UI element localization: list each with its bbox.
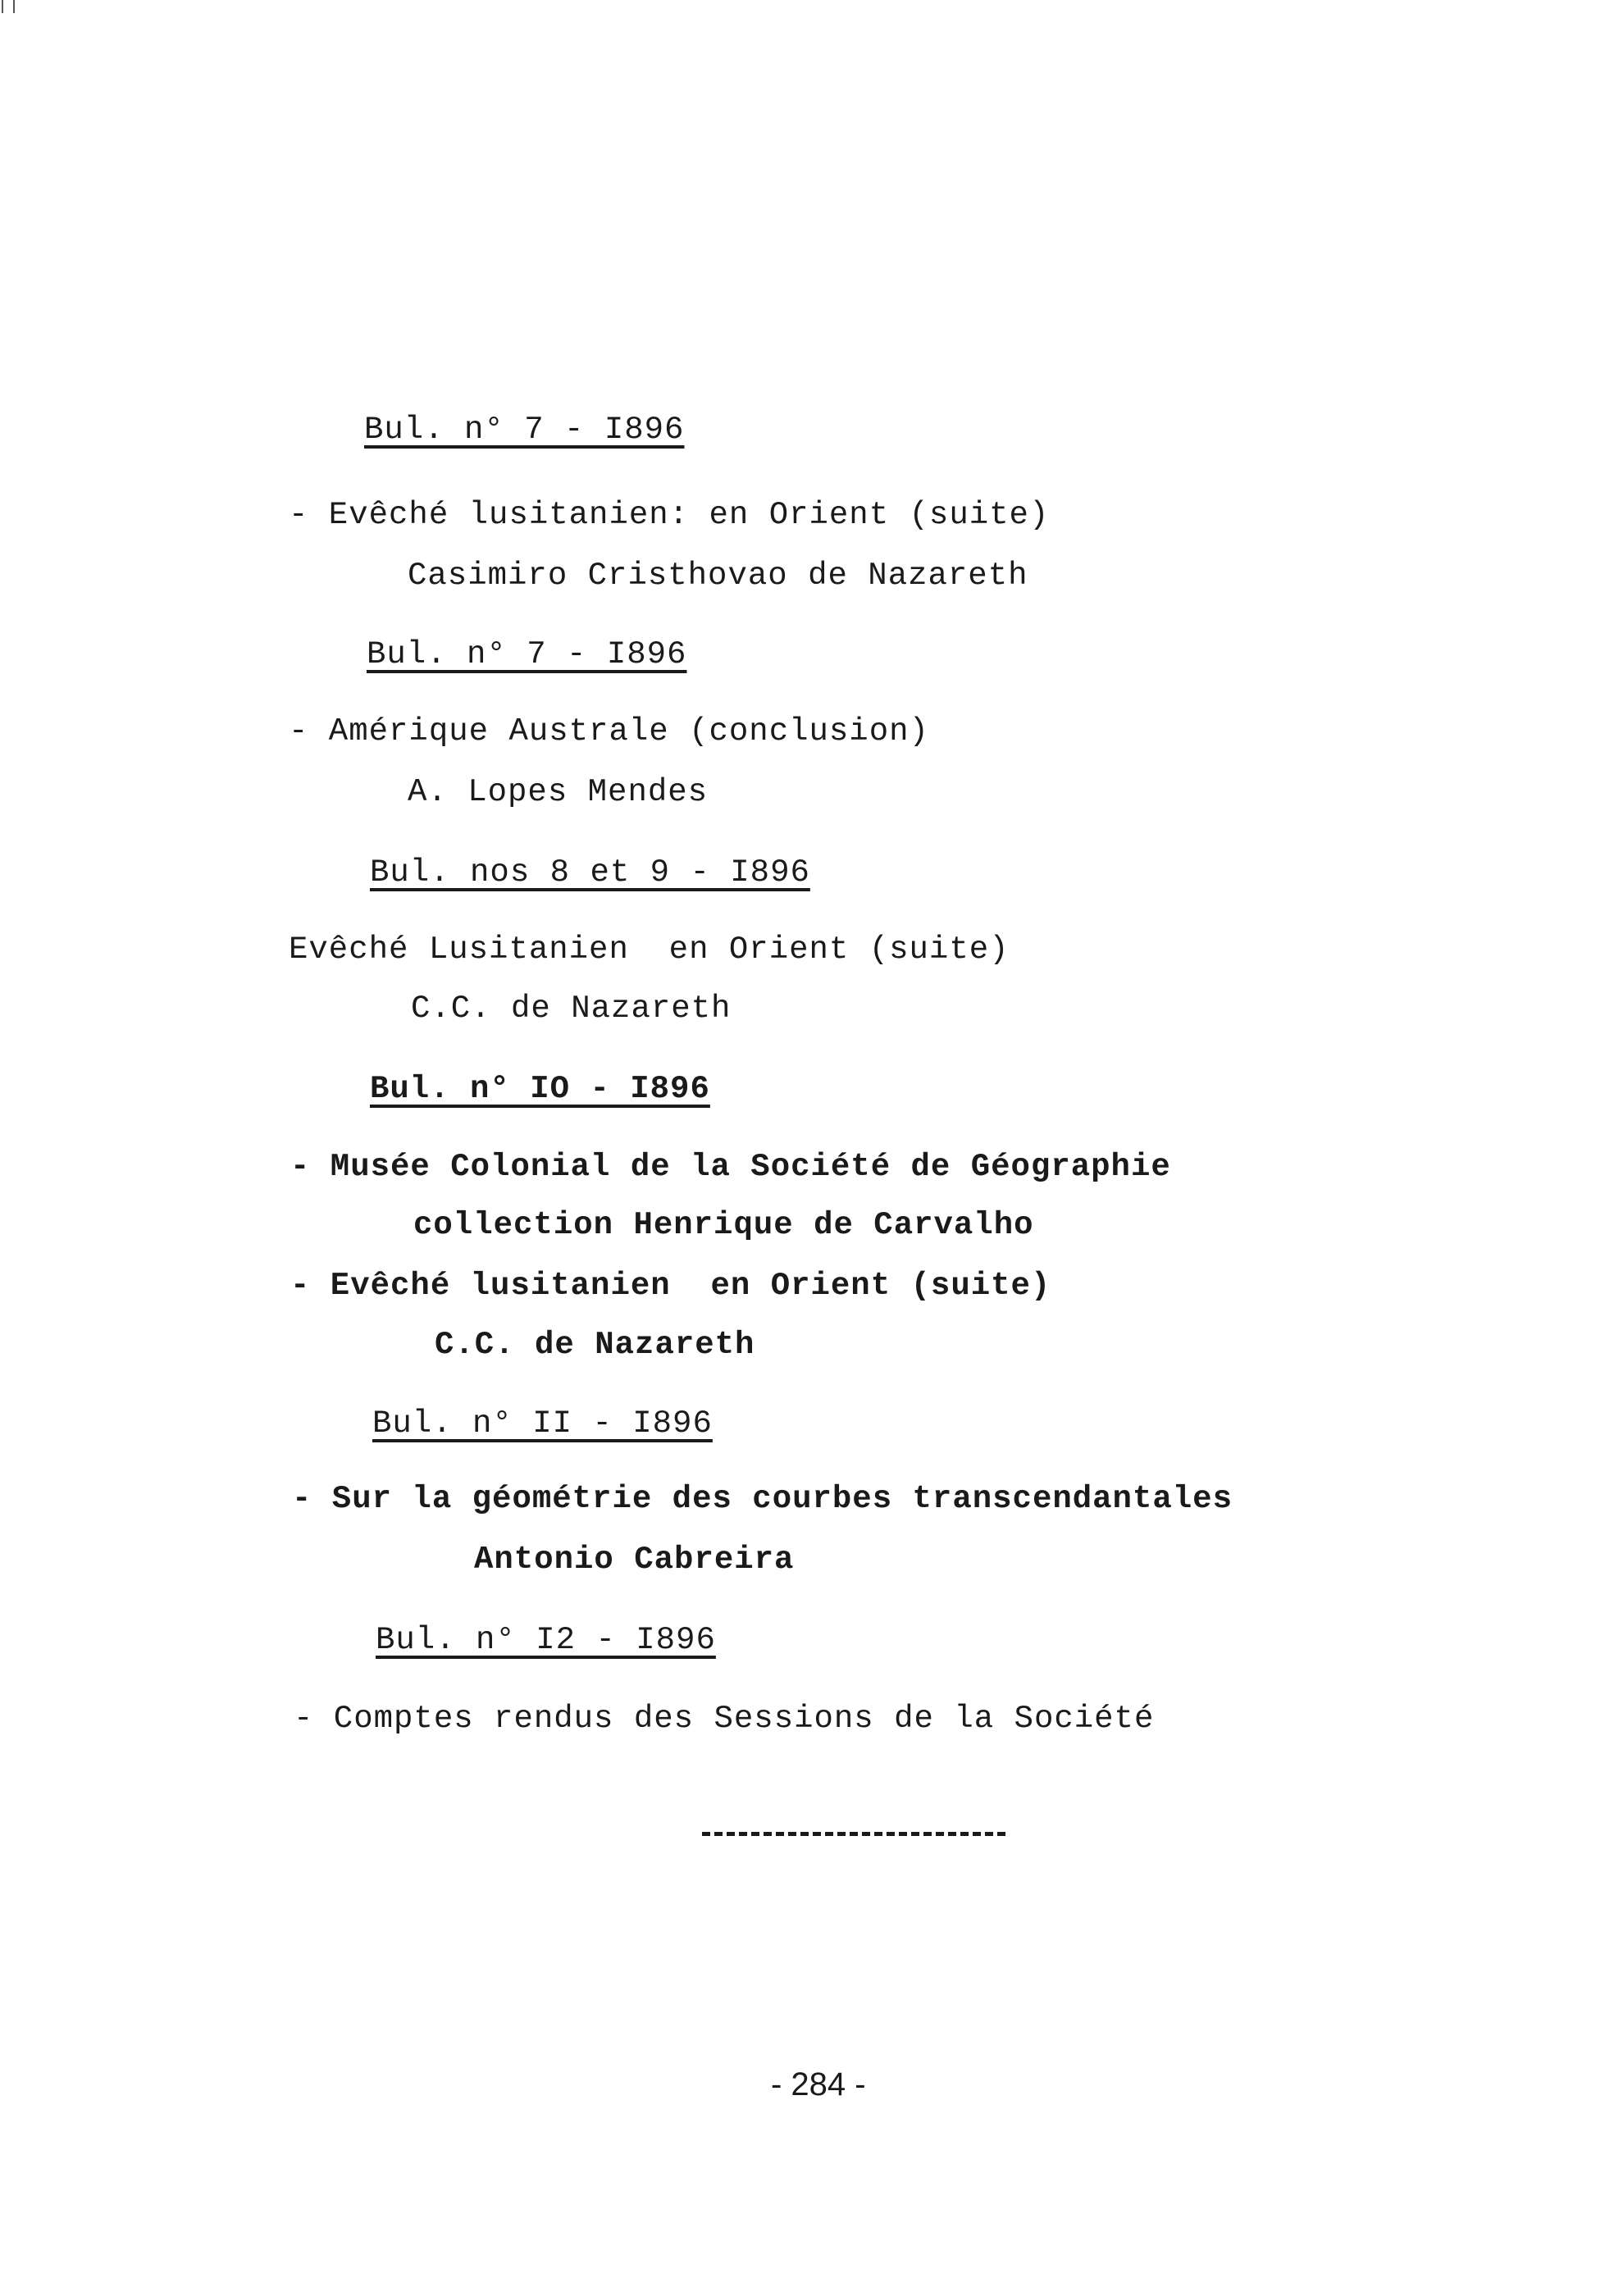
article-author: C.C. de Nazareth	[435, 1327, 755, 1363]
article-author: A. Lopes Mendes	[408, 774, 709, 810]
article-title: - Evêché lusitanien: en Orient (suite)	[289, 497, 1050, 533]
article-title: - Evêché lusitanien en Orient (suite)	[290, 1268, 1051, 1304]
section-separator	[702, 1832, 1005, 1836]
scan-margin-mark	[2, 0, 15, 13]
article-title: - Musée Colonial de la Société de Géographie	[290, 1149, 1171, 1185]
article-title: - Amérique Australe (conclusion)	[289, 713, 929, 749]
bulletin-heading: Bul. n° 7 - I896	[364, 412, 685, 448]
article-author: Casimiro Cristhovao de Nazareth	[408, 558, 1028, 594]
article-title: - Sur la géométrie des courbes transcendantales	[292, 1481, 1233, 1517]
bulletin-heading: Bul. n° IO - I896	[370, 1071, 710, 1107]
article-title: Evêché Lusitanien en Orient (suite)	[289, 932, 1010, 968]
bulletin-heading: Bul. n° II - I896	[372, 1405, 713, 1442]
article-author: C.C. de Nazareth	[411, 991, 732, 1027]
bulletin-heading: Bul. n° 7 - I896	[367, 636, 687, 672]
article-title: - Comptes rendus des Sessions de la Société	[294, 1701, 1155, 1737]
article-author: Antonio Cabreira	[474, 1542, 795, 1578]
bulletin-heading: Bul. nos 8 et 9 - I896	[370, 854, 810, 891]
bulletin-heading: Bul. n° I2 - I896	[376, 1622, 716, 1658]
article-author: collection Henrique de Carvalho	[413, 1207, 1034, 1243]
page-number: - 284 -	[771, 2066, 866, 2102]
